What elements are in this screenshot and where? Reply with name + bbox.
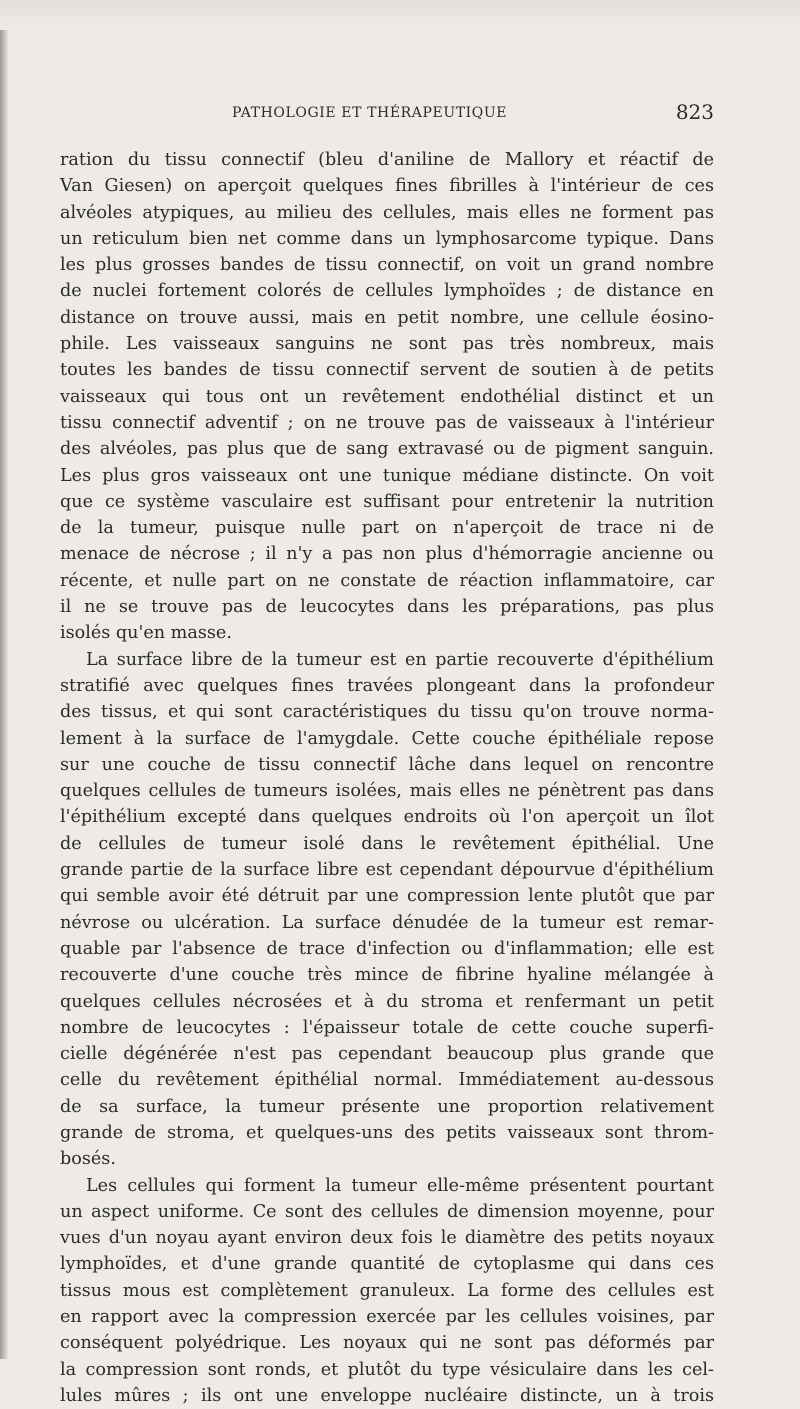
text-line: névrose ou ulcération. La surface dénudée de la tumeur est remar- xyxy=(60,912,714,933)
text-line: bosés. xyxy=(60,1149,116,1170)
page-header xyxy=(232,100,714,126)
text-line: menace de nécrose ; il n'y a pas non plus d'hémorragie ancienne ou xyxy=(60,544,714,565)
text-line: vaisseaux qui tous ont un revêtement endothélial distinct et un xyxy=(60,386,714,407)
top-shadow xyxy=(0,0,800,30)
text-line: de nuclei fortement colorés de cellules lymphoïdes ; de distance en xyxy=(60,281,714,302)
text-line: les plus grosses bandes de tissu connectif, on voit un grand nombre xyxy=(60,255,714,276)
text-line: celle du revêtement épithélial normal. Immédiatement au-dessous xyxy=(60,1070,714,1091)
text-line: lement à la surface de l'amygdale. Cette couche épithéliale repose xyxy=(60,728,714,749)
text-line: alvéoles atypiques, au milieu des cellules, mais elles ne forment pas xyxy=(60,202,714,223)
text-line: des tissus, et qui sont caractéristiques du tissu qu'on trouve norma- xyxy=(60,702,714,723)
text-line: la compression sont ronds, et plutôt du type vésiculaire dans les cel- xyxy=(60,1359,714,1380)
text-line: nombre de leucocytes : l'épaisseur totale de cette couche superfi- xyxy=(60,1017,714,1038)
text-line: des alvéoles, pas plus que de sang extravasé ou de pigment sanguin. xyxy=(60,439,714,460)
text-line: un reticulum bien net comme dans un lymphosarcome typique. Dans xyxy=(60,228,714,249)
text-line: que ce système vasculaire est suffisant pour entretenir la nutrition xyxy=(60,491,714,512)
text-line: récente, et nulle part on ne constate de réaction inflammatoire, car xyxy=(60,570,714,591)
text-line: Van Giesen) on aperçoit quelques fines fibrilles à l'intérieur de ces xyxy=(60,176,714,197)
text-line: qui semble avoir été détruit par une compression lente plutôt que par xyxy=(60,886,714,907)
text-line: toutes les bandes de tissu connectif servent de soutien à de petits xyxy=(60,360,714,381)
text-line: recouverte d'une couche très mince de fibrine hyaline mélangée à xyxy=(60,965,714,986)
text-line: quable par l'absence de trace d'infection ou d'inflammation; elle est xyxy=(60,938,714,959)
text-line: en rapport avec la compression exercée par les cellules voisines, par xyxy=(60,1307,714,1328)
text-line: de cellules de tumeur isolé dans le revêtement épithélial. Une xyxy=(60,833,714,854)
text-line: tissu connectif adventif ; on ne trouve pas de vaisseaux à l'intérieur xyxy=(60,412,714,433)
text-line: La surface libre de la tumeur est en partie recouverte d'épithélium xyxy=(86,649,714,670)
text-line: un aspect uniforme. Ce sont des cellules de dimension moyenne, pour xyxy=(60,1201,714,1222)
body-text xyxy=(60,147,714,1409)
text-line: conséquent polyédrique. Les noyaux qui ne sont pas déformés par xyxy=(60,1333,714,1354)
text-line: lymphoïdes, et d'une grande quantité de cytoplasme qui dans ces xyxy=(60,1254,714,1275)
text-line: il ne se trouve pas de leucocytes dans les préparations, pas plus xyxy=(60,597,714,618)
text-line: grande partie de la surface libre est cependant dépourvue d'épithélium xyxy=(60,860,714,881)
text-line: sur une couche de tissu connectif lâche dans lequel on rencontre xyxy=(60,754,714,775)
text-line: phile. Les vaisseaux sanguins ne sont pas très nombreux, mais xyxy=(60,334,714,355)
text-line: l'épithélium excepté dans quelques endroits où l'on aperçoit un îlot xyxy=(60,807,714,828)
text-line: quelques cellules de tumeurs isolées, mais elles ne pénètrent pas dans xyxy=(60,781,714,802)
text-line: grande de stroma, et quelques-uns des petits vaisseaux sont throm- xyxy=(60,1122,714,1143)
text-line: Les cellules qui forment la tumeur elle-même présentent pourtant xyxy=(86,1175,714,1196)
text-line: tissus mous est complètement granuleux. La forme des cellules est xyxy=(60,1280,714,1301)
text-line: distance on trouve aussi, mais en petit nombre, une cellule éosino- xyxy=(60,307,714,328)
text-line: Les plus gros vaisseaux ont une tunique médiane distincte. On voit xyxy=(60,465,714,486)
text-line: cielle dégénérée n'est pas cependant beaucoup plus grande que xyxy=(60,1044,714,1065)
page-number: 823 xyxy=(675,100,714,124)
running-head: PATHOLOGIE ET THÉRAPEUTIQUE xyxy=(232,105,508,121)
text-line: quelques cellules nécrosées et à du stroma et renfermant un petit xyxy=(60,991,714,1012)
text-line: lules mûres ; ils ont une enveloppe nucléaire distincte, un à trois xyxy=(60,1385,714,1406)
page-edge-shadow xyxy=(0,0,9,1359)
text-line: ration du tissu connectif (bleu d'aniline de Mallory et réactif de xyxy=(60,150,714,170)
text-line: de sa surface, la tumeur présente une proportion relativement xyxy=(60,1096,714,1117)
text-line: vues d'un noyau ayant environ deux fois le diamètre des petits noyaux xyxy=(60,1228,714,1249)
text-line: de la tumeur, puisque nulle part on n'aperçoit de trace ni de xyxy=(60,518,714,539)
text-line: isolés qu'en masse. xyxy=(60,623,232,644)
text-line: stratifié avec quelques fines travées plongeant dans la profondeur xyxy=(60,675,714,696)
